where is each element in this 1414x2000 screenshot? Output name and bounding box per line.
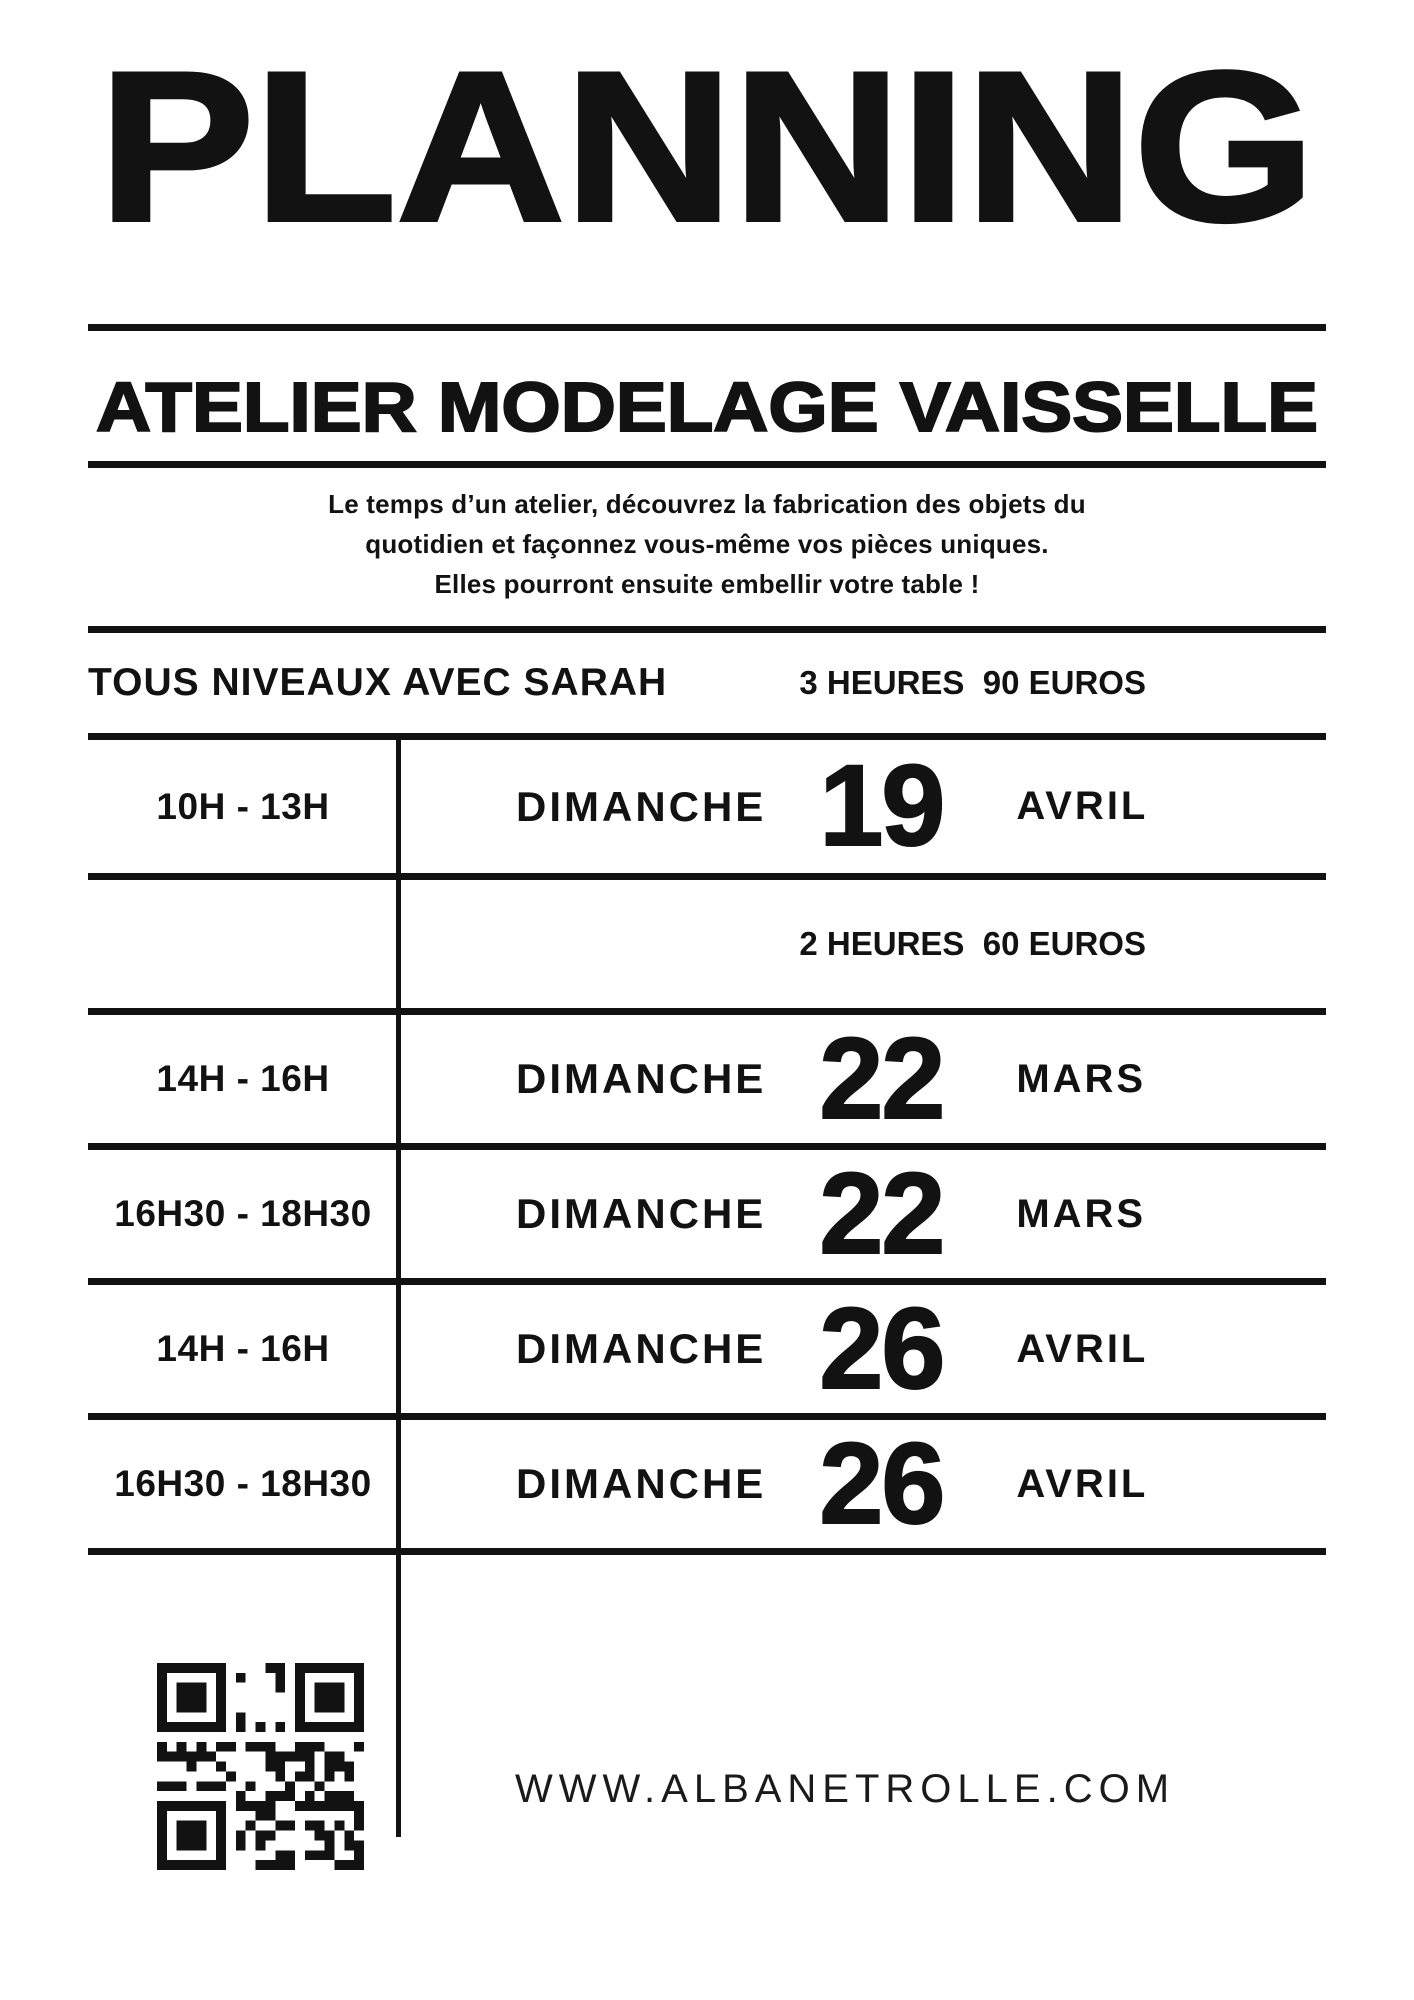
empty-cell [88, 880, 398, 1008]
divider [88, 461, 1326, 468]
date-cell [398, 1150, 1326, 1278]
workshop-description [88, 484, 1326, 604]
divider [88, 626, 1326, 633]
date-cell [398, 1420, 1326, 1548]
weekday-label: DIMANCHE [516, 782, 767, 830]
month-label: AVRIL [1016, 784, 1149, 828]
table-row [88, 740, 1326, 880]
description-line: quotidien et façonnez vous-même vos pièces uniques. [365, 529, 1049, 559]
level-label: TOUS NIVEAUX AVEC SARAH [88, 661, 668, 704]
weekday-label: DIMANCHE [516, 1460, 767, 1507]
poster-content [0, 64, 1414, 1870]
poster-subtitle: ATELIER MODELAGE VAISSELLE [96, 368, 1318, 445]
level-and-price-row [88, 633, 1326, 733]
table-row [88, 1285, 1326, 1420]
divider [88, 324, 1326, 331]
date-cell [398, 1285, 1326, 1413]
description-line: Le temps d’un atelier, découvrez la fabrication des objets du [328, 489, 1086, 519]
page-title-art [88, 64, 1326, 238]
date-cell [398, 740, 1326, 873]
time-slot: 14H - 16H [156, 1058, 330, 1099]
time-slot: 10H - 13H [156, 785, 330, 827]
poster-subtitle-art [88, 365, 1326, 445]
page-title: PLANNING [99, 64, 1315, 238]
time-slot: 16H30 - 18H30 [114, 1193, 372, 1234]
table-row [88, 1015, 1326, 1150]
weekday-label: DIMANCHE [516, 1055, 767, 1102]
footer [88, 1555, 1326, 1870]
price-3h-label: 3 HEURES 90 EUROS [799, 664, 1146, 701]
table-row-price-note [88, 880, 1326, 1015]
time-slot: 16H30 - 18H30 [114, 1463, 372, 1504]
date-number: 26 [819, 1419, 944, 1548]
month-label: MARS [1016, 1191, 1147, 1236]
weekday-label: DIMANCHE [516, 1325, 767, 1372]
month-label: AVRIL [1016, 1461, 1149, 1506]
price-2h-label: 2 HEURES 60 EUROS [799, 925, 1146, 962]
month-label: AVRIL [1016, 1326, 1149, 1371]
table-row [88, 1420, 1326, 1555]
table-row [88, 1150, 1326, 1285]
website-url: WWW.ALBANETROLLE.COM [514, 1767, 1176, 1811]
time-slot: 14H - 16H [156, 1328, 330, 1369]
description-line: Elles pourront ensuite embellir votre table ! [434, 569, 980, 599]
weekday-label: DIMANCHE [516, 1190, 767, 1237]
date-number: 26 [819, 1284, 944, 1413]
date-number: 19 [819, 742, 944, 870]
month-label: MARS [1016, 1056, 1147, 1101]
date-number: 22 [819, 1014, 944, 1143]
date-cell [398, 1015, 1326, 1143]
column-divider [396, 737, 401, 1837]
date-number: 22 [819, 1149, 944, 1278]
qr-code [157, 1663, 364, 1870]
schedule-table [88, 733, 1326, 1555]
